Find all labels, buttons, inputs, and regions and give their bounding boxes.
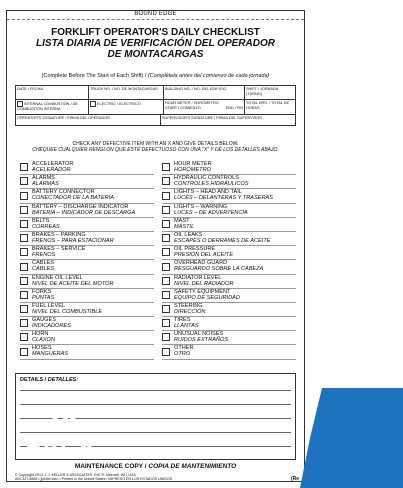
check-instructions [7, 141, 304, 153]
item-label-english: ACCELERATOR [32, 161, 74, 167]
checklist-item[interactable] [162, 345, 296, 359]
item-label-english: OIL LEAKS [174, 231, 203, 238]
checklist-item-label [174, 232, 270, 244]
item-label-english: HYDRAULIC CONTROLS [174, 175, 239, 182]
checklist-item-label [32, 218, 60, 230]
item-label-english: HORN [32, 331, 49, 338]
item-label-english: BATTERY – DISCHARGE INDICATOR [32, 203, 129, 210]
item-label-english: UNUSUAL NOISES [174, 331, 224, 338]
checklist-item[interactable] [162, 246, 296, 260]
checklist-item[interactable] [162, 175, 296, 189]
item-label-spanish: INDICADORES [32, 323, 71, 330]
checklist-item-label [174, 331, 228, 343]
checklist-item[interactable] [20, 204, 154, 218]
checklist-item-label [174, 246, 233, 258]
checklist-item[interactable] [162, 303, 296, 317]
item-label-spanish: LUCES – DE ADVERTENCIA [174, 209, 248, 216]
item-label-spanish: CONTROLES HIDRÁULICOS [174, 181, 249, 188]
subtitle-spanish: (Complétela antes del comienzo de cada jornada) [147, 73, 270, 79]
item-label-spanish: PUNTAS [32, 294, 55, 301]
checklist-item-label [32, 289, 54, 301]
checklist-item-label [32, 303, 102, 315]
item-label-english: LIGHTS – HEAD AND TAIL [174, 189, 242, 196]
checkbox-icon[interactable] [162, 333, 170, 341]
item-label-english: BRAKES – PARKING [32, 231, 86, 238]
checkbox-icon[interactable] [162, 206, 170, 214]
checklist-item-label [174, 275, 233, 287]
pack-label: PACK [25, 432, 99, 460]
item-label-english: BATTERY CONNECTOR [32, 189, 95, 196]
electric-label: ELECTRIC / ELÉCTRICO [97, 102, 141, 106]
checkbox-icon[interactable] [20, 348, 28, 356]
checkbox-icon[interactable] [162, 177, 170, 185]
checklist-item[interactable] [20, 317, 154, 331]
item-label-spanish: DIRECCIÓN [174, 308, 206, 315]
item-label-english: HOUR METER [174, 161, 212, 167]
checklist-item-label [174, 218, 194, 230]
item-label-spanish: CONECTADOR DE LA BATERÍA [32, 195, 114, 202]
item-label-spanish: MÁSTIL [174, 223, 195, 230]
item-label-english: OVERHEAD GUARD [174, 260, 228, 267]
checkbox-icon[interactable] [20, 291, 28, 299]
item-label-spanish: NIVEL DEL COMBUSTIBLE [32, 308, 103, 315]
item-label-spanish: LLANTAS [174, 323, 199, 330]
internal-combustion-option[interactable] [16, 100, 89, 114]
operator-signature-field[interactable]: OPERATOR'S SIGNATURE / FIRMA DEL OPERADOR [16, 115, 161, 125]
item-label-english: TIRES [174, 317, 191, 324]
item-label-english: OIL PRESSURE [174, 246, 216, 253]
title-spanish-2: DE MONTACARGAS [107, 49, 204, 60]
checklist-item-label [32, 232, 114, 244]
checkbox-icon[interactable] [20, 277, 28, 285]
item-label-english: ENGINE OIL LEVEL [32, 274, 83, 281]
checkbox-icon[interactable] [20, 248, 28, 256]
reorder-text: (Re [290, 476, 299, 482]
checklist-item[interactable] [162, 260, 296, 274]
items-left-column [20, 161, 154, 360]
checklist-item-label [174, 345, 194, 357]
checklist-item[interactable] [162, 317, 296, 331]
checklist-item[interactable] [20, 303, 154, 317]
pack-badge [300, 388, 403, 488]
item-label-spanish: RESGUARDO SOBRE LA CABEZA [174, 266, 264, 273]
checkbox-icon[interactable] [162, 348, 170, 356]
end-label: END / FIN [225, 105, 243, 110]
copyright-line-1: © Copyright 2013 J. J. KELLER & ASSOCIATES, INC.®, Neenah, WI • USA [15, 473, 136, 477]
checkbox-icon[interactable] [20, 333, 28, 341]
item-label-spanish: OTRO [174, 351, 191, 358]
item-label-spanish: MANGUERAS [32, 351, 69, 358]
checklist-item[interactable] [162, 275, 296, 289]
checkbox-icon[interactable] [162, 319, 170, 327]
checklist-item-label [174, 289, 240, 301]
check-instructions-english: CHECK ANY DEFECTIVE ITEM WITH AN X AND GIVE DETAILS BELOW. [72, 141, 239, 147]
checklist-item[interactable] [162, 232, 296, 246]
copyright-notice [15, 473, 245, 482]
checklist-item-label [174, 303, 205, 315]
item-label-spanish: PRESIÓN DEL ACEITE [174, 252, 234, 259]
item-label-spanish: EQUIPO DE SEGURIDAD [174, 294, 240, 301]
supervisor-signature-field[interactable]: SUPERVISOR'S SIGNATURE / FIRMA DEL SUPERVISOR [162, 116, 262, 120]
pack-badge-shape [300, 388, 403, 488]
item-label-english: BELTS [32, 217, 50, 224]
form-subtitle [7, 73, 304, 79]
shift-field[interactable]: SHIFT / JORNADA (TURNO) [246, 87, 278, 96]
checklist-item[interactable] [20, 232, 154, 246]
checkbox-icon[interactable] [20, 206, 28, 214]
item-label-spanish: HORÓMETRO [174, 167, 211, 173]
checklist-item-label [174, 317, 198, 329]
checklist-item[interactable] [20, 161, 154, 175]
checkbox-icon[interactable] [90, 101, 96, 107]
checklist-item-label [32, 246, 85, 258]
checklist-item[interactable] [162, 161, 296, 175]
copy-type-spanish: COPIA DE MANTENIMIENTO [148, 463, 237, 470]
bound-edge-line [7, 19, 304, 20]
items-right-column [162, 161, 296, 360]
bound-edge-label: BOUND EDGE [134, 11, 177, 17]
item-label-spanish: LUCES – DELANTERAS Y TRASERAS [174, 195, 273, 202]
item-label-english: FORKS [32, 288, 52, 295]
item-label-english: OTHER [174, 345, 194, 352]
total-hours-field[interactable]: TOTAL HRS. / TOTAL DE HORAS [246, 101, 290, 110]
item-label-spanish: NIVEL DE ACEITE DEL MOTOR [32, 280, 114, 287]
item-label-spanish: CLAXON [32, 337, 56, 344]
details-label-spanish: DETALLES: [47, 377, 79, 383]
item-label-english: SAFETY EQUIPMENT [174, 288, 231, 295]
pack-count: 25 [46, 403, 78, 433]
checklist-item-label [32, 204, 135, 216]
item-label-spanish: ALARMAS [32, 181, 59, 188]
checkbox-icon[interactable] [20, 220, 28, 228]
checklist-item-label [32, 275, 114, 287]
checklist-item-label [174, 204, 248, 216]
checklist-item-label [32, 175, 59, 187]
details-label [20, 377, 78, 383]
checklist-item-label [32, 345, 68, 357]
checklist-item[interactable] [162, 289, 296, 303]
checkbox-icon[interactable] [162, 220, 170, 228]
item-label-english: STEERING [174, 302, 203, 309]
item-label-spanish: BATERÍA – INDICADOR DE DESCARGA [32, 209, 136, 216]
checkbox-icon[interactable] [20, 319, 28, 327]
checklist-item[interactable] [20, 275, 154, 289]
checklist-item[interactable] [20, 345, 154, 359]
form-title [7, 27, 304, 60]
item-label-spanish: ESCAPES O DERRAMES DE ACEITE [174, 237, 271, 244]
hour-meter-field[interactable] [164, 100, 245, 114]
item-label-english: RADIATOR LEVEL [174, 274, 222, 281]
checklist-item[interactable] [20, 246, 154, 260]
checklist-item[interactable] [162, 204, 296, 218]
header-fields [15, 85, 296, 126]
item-label-spanish: NIVEL DEL RADIADOR [174, 280, 234, 287]
checkbox-icon[interactable] [162, 263, 170, 271]
checkbox-icon[interactable] [20, 234, 28, 242]
checklist-item[interactable] [20, 189, 154, 203]
checkbox-icon[interactable] [162, 291, 170, 299]
checkbox-icon[interactable] [162, 305, 170, 313]
checklist-item-label [174, 189, 273, 201]
item-label-english: LIGHTS – WARNING [174, 203, 228, 210]
checklist-item[interactable] [20, 260, 154, 274]
checklist-item-label [32, 331, 55, 343]
item-label-english: MAST [174, 217, 190, 224]
item-label-spanish: CORREAS [32, 223, 60, 230]
details-line [20, 390, 291, 391]
checklist-item-label [32, 161, 73, 173]
checkbox-icon[interactable] [162, 277, 170, 285]
checkbox-icon[interactable] [162, 234, 170, 242]
checkbox-icon[interactable] [20, 163, 28, 171]
item-label-spanish: FRENOS – PARA ESTACIONAR [32, 237, 114, 244]
building-number-field[interactable]: BUILDING NO. / NO. DEL EDIFICIO [164, 86, 245, 99]
copyright-line-2: 800-327-6868 • jjkeller.com • Printed in the United States / IMPRESO EN LOS ESTADOS UNIDOS [15, 477, 173, 482]
checklist-item[interactable] [162, 189, 296, 203]
title-english: FORKLIFT OPERATOR'S DAILY CHECKLIST [51, 27, 260, 38]
start-label: START / COMIENZO [165, 105, 201, 110]
item-label-english: HOSES [32, 345, 52, 352]
checkbox-icon[interactable] [20, 192, 28, 200]
checklist-item[interactable] [162, 331, 296, 345]
hour-meter-label: HOUR METER / HORÓMETRO [165, 101, 219, 105]
checklist-item-label [174, 161, 212, 173]
checklist-item[interactable] [20, 289, 154, 303]
copy-type-english: MAINTENANCE COPY / [74, 463, 147, 470]
date-field[interactable]: DATE / FECHA [16, 86, 89, 99]
inspection-items [20, 161, 295, 359]
check-instructions-spanish: CHEQUEE CUALQUIER RENGLÓN QUE ESTÉ DEFECTUOSO CON UNA "X" Y DÉ LOS DETALLES ABAJO. [32, 147, 279, 153]
copy-type-label [7, 463, 304, 470]
checklist-item-label [32, 260, 54, 272]
checkbox-icon[interactable] [162, 163, 170, 171]
checklist-item[interactable] [162, 218, 296, 232]
checklist-item[interactable] [20, 218, 154, 232]
checkbox-icon[interactable] [162, 248, 170, 256]
checklist-item-label [174, 175, 249, 187]
checklist-item-label [174, 260, 263, 272]
item-label-english: CABLES [32, 260, 55, 267]
item-label-spanish: FRENOS [32, 252, 56, 259]
item-label-english: ALARMS [32, 175, 56, 182]
details-label-english: DETAILS / [20, 377, 47, 383]
electric-option[interactable] [89, 100, 164, 114]
item-label-english: GAUGES [32, 317, 56, 324]
truck-number-field[interactable]: TRUCK NO. / NO. DE MONTACARGAS [89, 86, 164, 99]
item-label-spanish: RUIDOS EXTRAÑOS [174, 337, 229, 344]
item-label-english: FUEL LEVEL [32, 302, 66, 309]
checkbox-icon[interactable] [162, 192, 170, 200]
checklist-item[interactable] [20, 331, 154, 345]
checklist-item-label [32, 189, 114, 201]
item-label-spanish: ACELERADOR [32, 167, 71, 173]
internal-combustion-label: INTERNAL COMBUSTION / DE COMBUSTIÓN INTERNA [17, 102, 78, 111]
checkbox-icon[interactable] [20, 263, 28, 271]
checkbox-icon[interactable] [20, 177, 28, 185]
title-spanish-1: LISTA DIARIA DE VERIFICACIÓN DEL OPERADOR [36, 38, 275, 49]
checklist-item[interactable] [20, 175, 154, 189]
checkbox-icon[interactable] [20, 305, 28, 313]
subtitle-english: (Complete Before The Start of Each Shift) / [41, 73, 147, 79]
item-label-spanish: CABLES [32, 266, 55, 273]
item-label-english: BRAKES – SERVICE [32, 246, 86, 253]
checklist-item-label [32, 317, 71, 329]
